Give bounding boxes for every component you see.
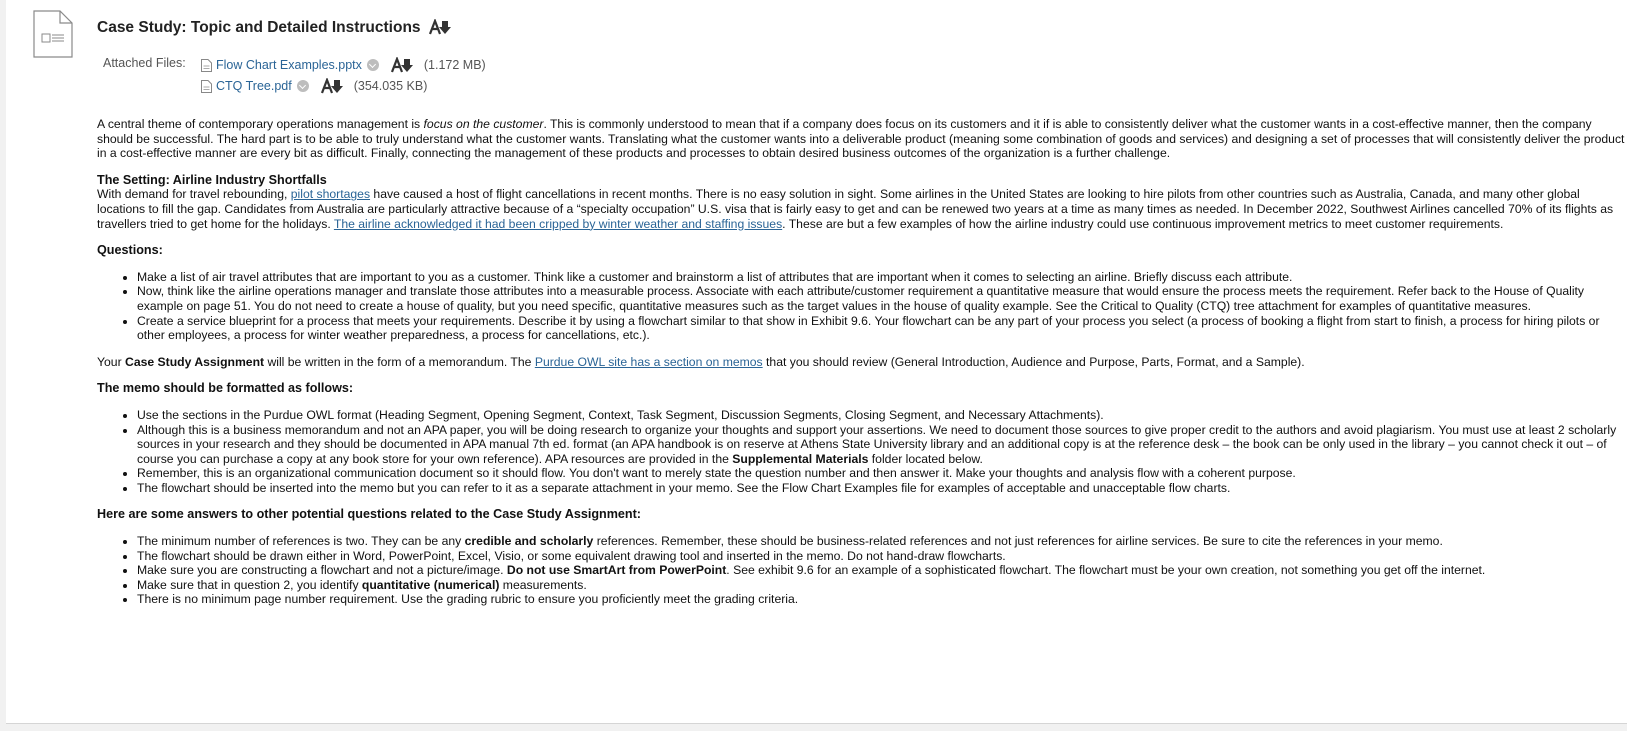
memo-heading: The memo should be formatted as follows: <box>97 381 354 396</box>
memo-format-list <box>97 408 1627 496</box>
attachment-row <box>201 78 427 94</box>
list-item: • Although this is a business memorandum and not an APA paper, you will be doing research to organize your thoughts and support your assertions. We need to document those sources to give proper credit to the authors and avoid plagiarism. You must use at least 2 scholarly sources in your research and they should be documented in APA manual 7th ed. format (an APA handbook is on reserve at Athens State University library and an additional copy is at the reference desk – the book can be only used in the library – you cannot check it out – of course you can purchase a copy at any book store for your own reference). APA resources are provided in the Supplemental Materials folder located below. <box>137 423 1627 467</box>
read-aloud-icon[interactable] <box>391 57 415 73</box>
attachment-link-flow-chart[interactable]: Flow Chart Examples.pptx <box>216 58 362 72</box>
setting-paragraph: With demand for travel rebounding, pilot shortages have caused a host of flight cancellations in recent months. There is no easy solution in sight. Some airlines in the United States are looking to hire pilots from other countries such as Australia, Canada, and many other global locations to fill the gap. Candidates from Australia are particularly attractive because of a “specialty occupation” U.S. visa that is fairly easy to get and can be renewed two years at a time as many times as needed. In December 2022, Southwest Airlines cancelled 70% of its flights as travellers tried to get home for the holidays. The airline acknowledged it had been cripped by winter weather and staffing issues. These are but a few examples of how the airline industry could use continuous improvement metrics to meet customer requirements. <box>97 187 1614 231</box>
item-title-row <box>97 19 453 37</box>
list-item: • Make a list of air travel attributes that are important to you as a customer. Think like a customer and brainstorm a list of attributes that are important when it comes to selecting an airline. Briefly discuss each attribute. <box>137 270 1627 285</box>
file-icon <box>201 59 212 72</box>
attached-files-label: Attached Files: <box>103 56 186 70</box>
setting-heading: The Setting: Airline Industry Shortfalls <box>97 172 327 187</box>
instructions-body <box>97 117 1627 619</box>
file-size: (354.035 KB) <box>353 79 428 93</box>
pilot-shortages-link[interactable]: pilot shortages <box>290 187 371 202</box>
read-aloud-icon[interactable] <box>321 78 345 94</box>
faq-heading: Here are some answers to other potential questions related to the Case Study Assignment: <box>97 507 641 522</box>
list-item: • Make sure that in question 2, you identify quantitative (numerical) measurements. <box>137 578 1627 593</box>
page-title: Case Study: Topic and Detailed Instructions <box>97 19 421 36</box>
list-item: • The flowchart should be inserted into the memo but you can refer to it as a separate attachment in your memo. See the Flow Chart Examples file for examples of acceptable and unacceptable flow charts. <box>137 481 1627 496</box>
file-size: (1.172 MB) <box>423 58 486 72</box>
setting-section <box>97 173 1627 231</box>
questions-heading: Questions: <box>97 243 163 258</box>
faq-list <box>97 534 1627 607</box>
list-item: • Now, think like the airline operations manager and translate those attributes into a measurable process. Associate with each attribute/customer requirement a quantitative measure that would ensure the process meets the requirement. Refer back to the House of Quality example on page 51. You do not need to create a house of quality, but you need specific, quantitative measures such as the target values in the house of quality example. See the Critical to Quality (CTQ) tree attachment for examples of quantitative measures. <box>137 284 1627 313</box>
intro-paragraph: A central theme of contemporary operations management is focus on the customer. This is commonly understood to mean that if a company does focus on its customers and it if is able to consistently deliver what the customer wants in a cost-effective manner, then the company should be successful. The hard part is to be able to truly understand what the customer wants. Translating what the customer wants into a deliverable product (meaning some combination of goods and services) and designing a set of processes that will consistently deliver the product in a cost-effective manner are every bit as difficult. Finally, connecting the management of these products and processes to obtain desired business outcomes of the organization is a further challenge. <box>97 117 1625 161</box>
file-icon <box>201 80 212 93</box>
purdue-owl-link[interactable]: Purdue OWL site has a section on memos <box>534 354 763 369</box>
southwest-article-link[interactable]: The airline acknowledged it had been cripped by winter weather and staffing issues <box>333 216 783 231</box>
list-item: • There is no minimum page number requirement. Use the grading rubric to ensure you proficiently meet the grading criteria. <box>137 592 1627 607</box>
list-item: • The minimum number of references is two. They can be any credible and scholarly references. Remember, these should be business-related references and not just references for airline services. Be sure to cite the references in your memo. <box>137 534 1627 549</box>
attachment-row <box>201 57 486 73</box>
attachment-link-ctq-tree[interactable]: CTQ Tree.pdf <box>216 79 292 93</box>
chevron-down-icon[interactable] <box>297 80 309 92</box>
list-item: • Make sure you are constructing a flowchart and not a picture/image. Do not use SmartArt from PowerPoint. See exhibit 9.6 for an example of a sophisticated flowchart. The flowchart must be your own creation, not something you get off the internet. <box>137 563 1627 578</box>
chevron-down-icon[interactable] <box>367 59 379 71</box>
assignment-paragraph: Your Case Study Assignment will be written in the form of a memorandum. The Purdue OWL site has a section on memos that you should review (General Introduction, Audience and Purpose, Parts, Format, and a Sample). <box>97 354 1305 369</box>
document-icon <box>33 10 73 58</box>
read-aloud-icon[interactable] <box>429 19 453 35</box>
content-item-panel <box>6 0 1627 724</box>
list-item: • Create a service blueprint for a process that meets your requirements. Describe it by using a flowchart similar to that show in Exhibit 9.6. Your flowchart can be any part of your process you select (a process of booking a flight from start to finish, a process for hiring pilots or other employees, a process for winter weather preparedness, a process for cancellations, etc.). <box>137 314 1627 343</box>
list-item: • Remember, this is an organizational communication document so it should flow. You don't want to merely state the question number and then answer it. Make your thoughts and analysis flow with a coherent purpose. <box>137 466 1627 481</box>
questions-list <box>97 270 1627 343</box>
list-item: • Use the sections in the Purdue OWL format (Heading Segment, Opening Segment, Context, Task Segment, Discussion Segments, Closing Segment, and Necessary Attachments). <box>137 408 1627 423</box>
list-item: • The flowchart should be drawn either in Word, PowerPoint, Excel, Visio, or some equivalent drawing tool and inserted in the memo. Do not hand-draw flowcharts. <box>137 549 1627 564</box>
